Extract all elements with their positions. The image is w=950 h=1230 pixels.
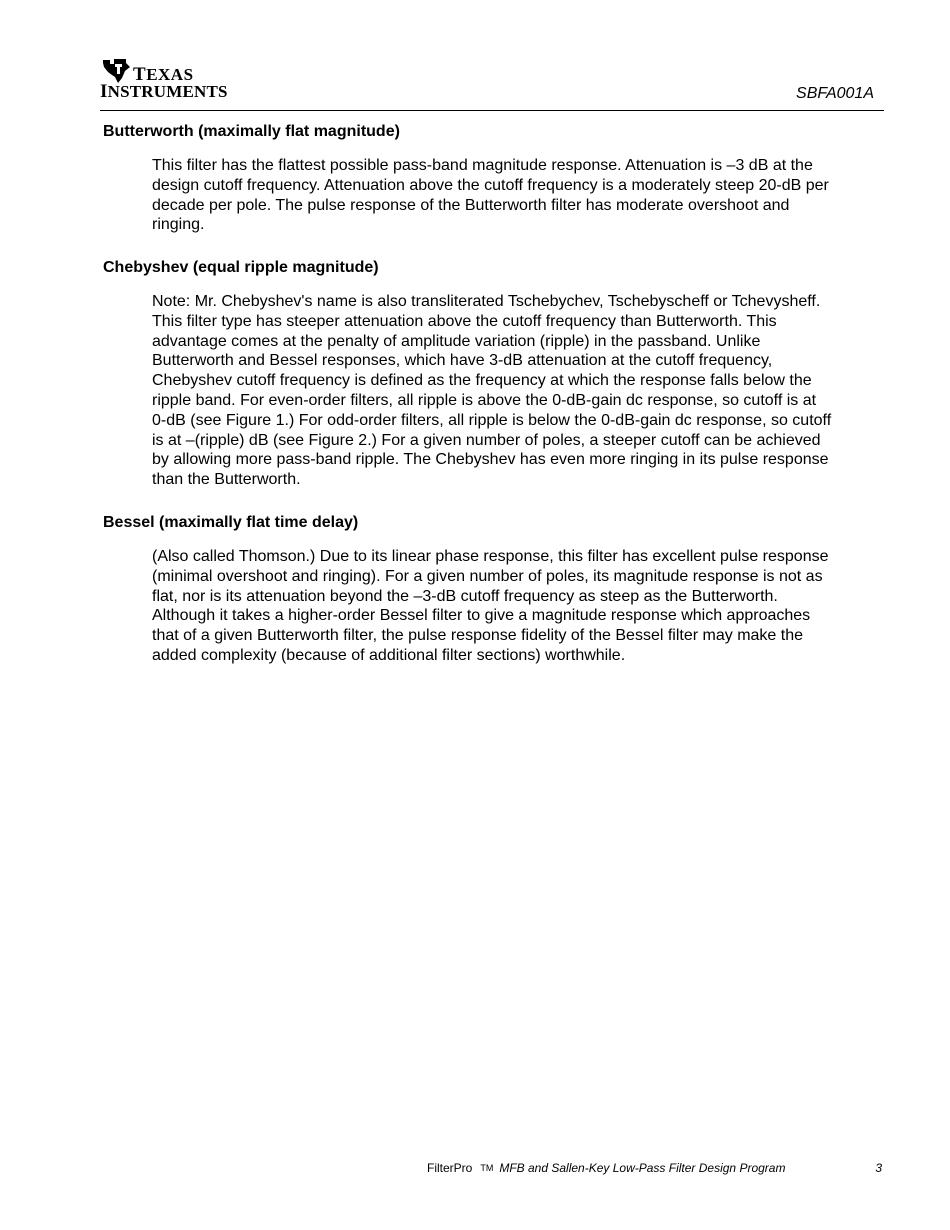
logo-line1-rest: EXAS bbox=[146, 65, 194, 84]
document-number: SBFA001A bbox=[796, 85, 874, 102]
paragraph-line: ringing. bbox=[152, 216, 205, 234]
paragraph-line: Although it takes a higher-order Bessel filter to give a magnitude response which approaches bbox=[152, 607, 811, 625]
company-logo bbox=[100, 58, 230, 104]
logo-text-texas: TEXAS bbox=[133, 64, 194, 85]
header-divider bbox=[100, 110, 884, 111]
paragraph-line: This filter type has steeper attenuation above the cutoff frequency than Butterworth. This bbox=[152, 312, 777, 330]
paragraph-line: added complexity (because of additional filter sections) worthwhile. bbox=[152, 646, 626, 664]
paragraph-line: advantage comes at the penalty of amplitude variation (ripple) in the passband. Unlike bbox=[152, 332, 761, 350]
section-body-butterworth bbox=[152, 156, 887, 235]
paragraph-line: 0-dB (see Figure 1.) For odd-order filters, all ripple is below the 0-dB-gain dc response, so cutoff bbox=[152, 411, 832, 429]
paragraph-line: is at –(ripple) dB (see Figure 2.) For a given number of poles, a steeper cutoff can be achieved bbox=[152, 431, 821, 449]
paragraph-line: (Also called Thomson.) Due to its linear phase response, this filter has excellent pulse response bbox=[152, 548, 829, 565]
footer-title: MFB and Sallen-Key Low-Pass Filter Design Program bbox=[499, 1161, 786, 1175]
page-footer bbox=[427, 1161, 882, 1175]
section-body-bessel bbox=[152, 547, 887, 666]
paragraph-line: than the Butterworth. bbox=[152, 471, 301, 489]
paragraph-line: This filter has the flattest possible pass-band magnitude response. Attenuation is –3 dB at the bbox=[152, 157, 813, 174]
paragraph-line: Chebyshev cutoff frequency is defined as the frequency at which the response falls below the bbox=[152, 372, 812, 390]
section-heading-butterworth: Butterworth (maximally flat magnitude) bbox=[103, 123, 400, 140]
paragraph-line: Butterworth and Bessel responses, which have 3-dB attenuation at the cutoff frequency, bbox=[152, 352, 773, 370]
paragraph-line: (minimal overshoot and ringing). For a given number of poles, its magnitude response is not as bbox=[152, 567, 823, 585]
paragraph-line: decade per pole. The pulse response of the Butterworth filter has moderate overshoot and bbox=[152, 196, 790, 214]
section-heading-bessel: Bessel (maximally flat time delay) bbox=[103, 514, 359, 531]
footer-trademark: TM bbox=[480, 1163, 494, 1173]
paragraph-line: ripple band. For even-order filters, all ripple is above the 0-dB-gain dc response, so cutoff is at bbox=[152, 391, 817, 409]
paragraph-line: flat, nor is its attenuation beyond the –3-dB cutoff frequency as steep as the Butterworth. bbox=[152, 587, 778, 605]
logo-text-instruments: INSTRUMENTS bbox=[100, 81, 228, 102]
footer-product: FilterPro bbox=[427, 1161, 473, 1175]
section-heading-chebyshev: Chebyshev (equal ripple magnitude) bbox=[103, 259, 379, 276]
paragraph-line: that of a given Butterworth filter, the pulse response fidelity of the Bessel filter may make the bbox=[152, 627, 803, 645]
page-number: 3 bbox=[875, 1161, 882, 1175]
paragraph-line: Note: Mr. Chebyshev's name is also transliterated Tschebychev, Tschebyscheff or Tchevysheff. bbox=[152, 293, 821, 310]
paragraph-line: design cutoff frequency. Attenuation above the cutoff frequency is a moderately steep 20-dB per bbox=[152, 176, 829, 194]
paragraph-line: by allowing more pass-band ripple. The Chebyshev has even more ringing in its pulse response bbox=[152, 451, 829, 469]
section-body-chebyshev bbox=[152, 292, 887, 490]
